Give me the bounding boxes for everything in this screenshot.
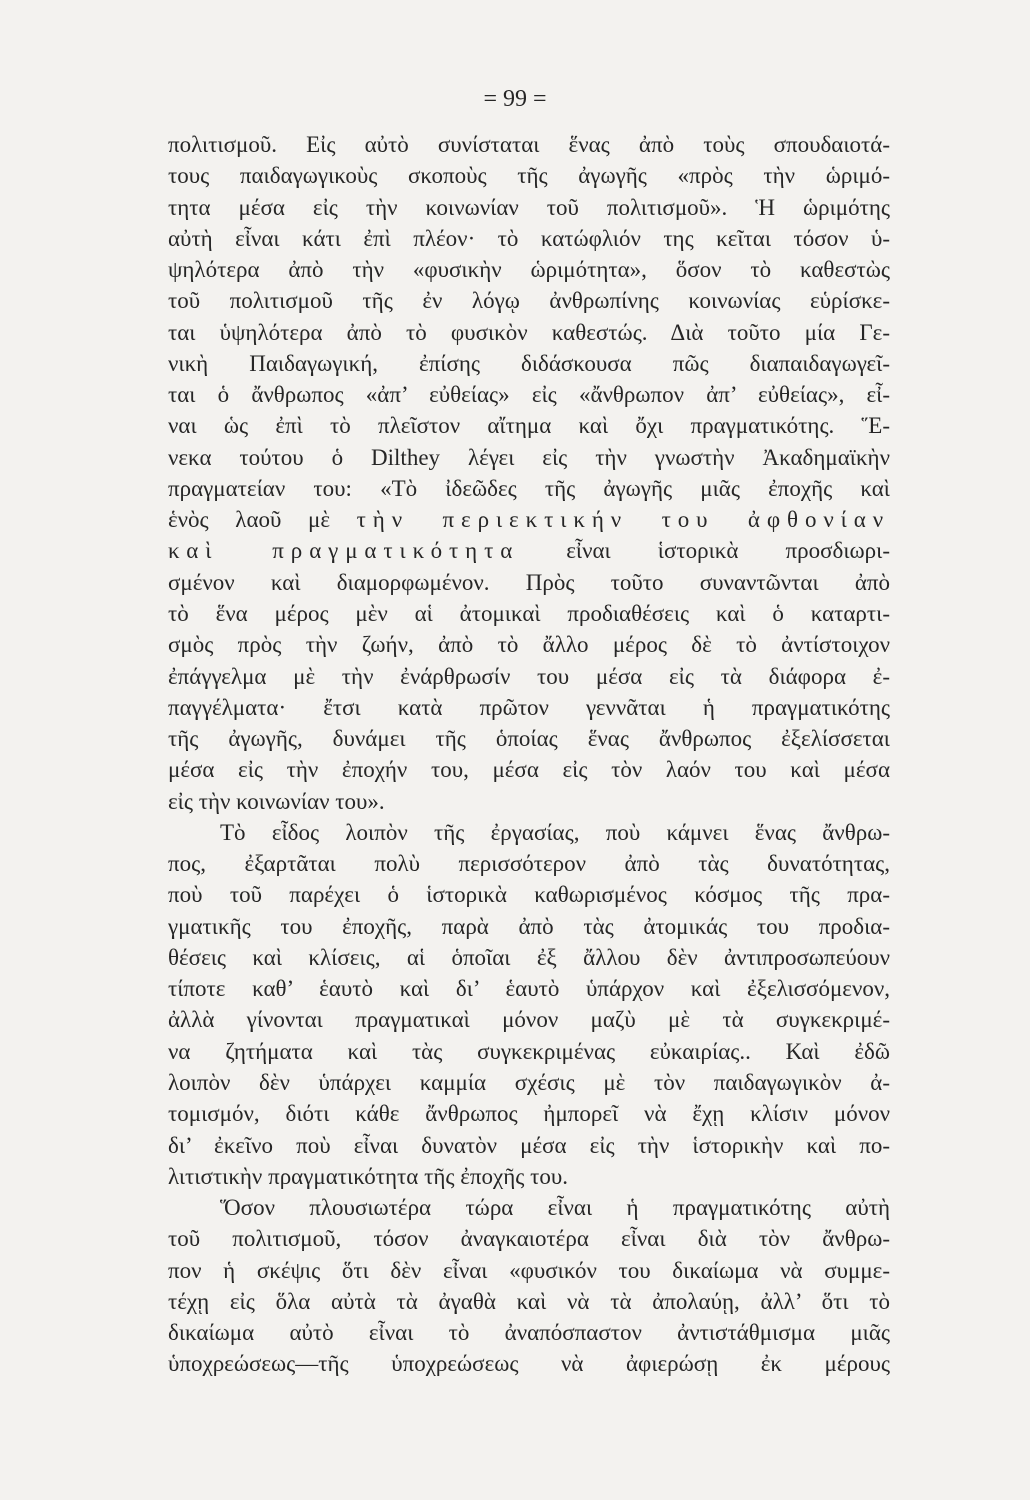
page-number: = 99 = — [483, 86, 547, 112]
text-line: δι’ ἐκεῖνο ποὺ εἶναι δυνατὸν μέσα εἰς τὴν ἱστορικὴν καὶ πο- — [168, 1132, 890, 1158]
paragraph — [168, 129, 890, 817]
text-line: σμὸς πρὸς τὴν ζωήν, ἀπὸ τὸ ἄλλο μέρος δὲ τὸ ἀντίστοιχον — [168, 632, 890, 658]
text-line: θέσεις καὶ κλίσεις, αἱ ὁποῖαι ἐξ ἄλλου δὲν ἀντιπροσωπεύουν — [168, 944, 890, 970]
text-line — [168, 504, 890, 535]
text-line: παγγέλματα· ἔτσι κατὰ πρῶτον γεννᾶται ἡ πραγματικότης — [168, 694, 890, 720]
text-line: τοῦ πολιτισμοῦ, τόσον ἀναγκαιοτέρα εἶναι διὰ τὸν ἄνθρω- — [168, 1226, 890, 1252]
text-line: Τὸ εἶδος λοιπὸν τῆς ἐργασίας, ποὺ κάμνει ἕνας ἄνθρω- — [220, 819, 890, 845]
text-line: ποὺ τοῦ παρέχει ὁ ἱστορικὰ καθωρισμένος κόσμος τῆς πρα- — [168, 882, 890, 908]
text-line: λιτιστικὴν πραγματικότητα τῆς ἐποχῆς του. — [168, 1163, 568, 1189]
text-line: πος, ἐξαρτᾶται πολὺ περισσότερον ἀπὸ τὰς δυνατότητας, — [168, 851, 890, 877]
text-line: τῆς ἀγωγῆς, δυνάμει τῆς ὁποίας ἕνας ἄνθρωπος ἐξελίσσεται — [168, 726, 890, 752]
text-line: ται ὁ ἄνθρωπος «ἀπ’ εὐθείας» εἰς «ἄνθρωπον ἀπ’ εὐθείας», εἶ- — [168, 382, 890, 408]
text-line: νικὴ Παιδαγωγική, ἐπίσης διδάσκουσα πῶς διαπαιδαγωγεῖ- — [168, 350, 890, 376]
text-line: ναι ὡς ἐπὶ τὸ πλεῖστον αἴτημα καὶ ὄχι πραγματικότης. Ἕ- — [168, 413, 890, 439]
text-line: τὸ ἕνα μέρος μὲν αἱ ἀτομικαὶ προδιαθέσεις καὶ ὁ καταρτι- — [168, 600, 890, 626]
text-line: ψηλότερα ἀπὸ τὴν «φυσικὴν ὡριμότητα», ὅσον τὸ καθεστὼς — [168, 257, 890, 283]
text-line: ἐπάγγελμα μὲ τὴν ἐνάρθρωσίν του μέσα εἰς τὰ διάφορα ἐ- — [168, 663, 890, 689]
text-line: σμένον καὶ διαμορφωμένον. Πρὸς τοῦτο συναντῶνται ἀπὸ — [168, 569, 890, 595]
text-line: γματικῆς του ἐποχῆς, παρὰ ἀπὸ τὰς ἀτομικάς του προδια- — [168, 913, 890, 939]
text-line: τομισμόν, διότι κάθε ἄνθρωπος ἠμπορεῖ νὰ ἔχῃ κλίσιν μόνον — [168, 1101, 890, 1127]
spaced-emphasis: τὴν περιεκτικήν του ἀφθονίαν — [356, 507, 890, 533]
paragraph — [168, 1192, 890, 1380]
text-line: πολιτισμοῦ. Εἰς αὐτὸ συνίσταται ἕνας ἀπὸ τοὺς σπουδαιοτά- — [168, 132, 890, 157]
text-line: τέχῃ εἰς ὅλα αὐτὰ τὰ ἀγαθὰ καὶ νὰ τὰ ἀπολαύῃ, ἀλλ’ ὅτι τὸ — [168, 1288, 890, 1314]
text-line: ὑποχρεώσεως—τῆς ὑποχρεώσεως νὰ ἀφιερώσῃ ἐκ μέρους — [168, 1351, 890, 1377]
text-line: ται ὑψηλότερα ἀπὸ τὸ φυσικὸν καθεστώς. Διὰ τοῦτο μία Γε- — [168, 319, 890, 345]
text-line: να ζητήματα καὶ τὰς συγκεκριμένας εὐκαιρίας.. Καὶ ἐδῶ — [168, 1038, 890, 1064]
text-line: τίποτε καθ’ ἑαυτὸ καὶ δι’ ἑαυτὸ ὑπάρχον καὶ ἐξελισσόμενον, — [168, 976, 890, 1002]
text-line: νεκα τούτου ὁ Dilthey λέγει εἰς τὴν γνωστὴν Ἀκαδημαϊκὴν — [168, 444, 890, 470]
text-line: αὐτὴ εἶναι κάτι ἐπὶ πλέον· τὸ κατώφλιόν της κεῖται τόσον ὑ- — [168, 225, 890, 251]
text-line: ἀλλὰ γίνονται πραγματικαὶ μόνον μαζὺ μὲ τὰ συγκεκριμέ- — [168, 1007, 890, 1033]
text-line: τητα μέσα εἰς τὴν κοινωνίαν τοῦ πολιτισμοῦ». Ἡ ὡριμότης — [168, 194, 890, 220]
text-segment: εἶναι ἱστορικὰ προσδιωρι- — [519, 538, 890, 564]
text-line: πον ἡ σκέψις ὅτι δὲν εἶναι «φυσικόν του δικαίωμα νὰ συμμε- — [168, 1257, 890, 1283]
text-line: πραγματείαν του: «Τὸ ἰδεῶδες τῆς ἀγωγῆς μιᾶς ἐποχῆς καὶ — [168, 475, 890, 501]
text-line: τους παιδαγωγικοὺς σκοποὺς τῆς ἀγωγῆς «πρὸς τὴν ὡριμό- — [168, 163, 890, 189]
text-line: τοῦ πολιτισμοῦ τῆς ἐν λόγῳ ἀνθρωπίνης κοινωνίας εὑρίσκε- — [168, 288, 890, 314]
text-line: λοιπὸν δὲν ὑπάρχει καμμία σχέσις μὲ τὸν παιδαγωγικὸν ἀ- — [168, 1069, 890, 1095]
text-block — [168, 129, 890, 1380]
text-line: μέσα εἰς τὴν ἐποχήν του, μέσα εἰς τὸν λαόν του καὶ μέσα — [168, 757, 890, 783]
text-line: εἰς τὴν κοινωνίαν του». — [168, 788, 385, 814]
text-line: δικαίωμα αὐτὸ εἶναι τὸ ἀναπόσπαστον ἀντιστάθμισμα μιᾶς — [168, 1320, 890, 1346]
text-segment: ἑνὸς λαοῦ μὲ — [168, 507, 357, 533]
text-line — [168, 535, 890, 566]
text-line: Ὅσον πλουσιωτέρα τώρα εἶναι ἡ πραγματικότης αὐτὴ — [220, 1195, 890, 1221]
spaced-emphasis: καὶ πραγματικότητα — [168, 538, 520, 564]
paragraph — [168, 817, 890, 1192]
